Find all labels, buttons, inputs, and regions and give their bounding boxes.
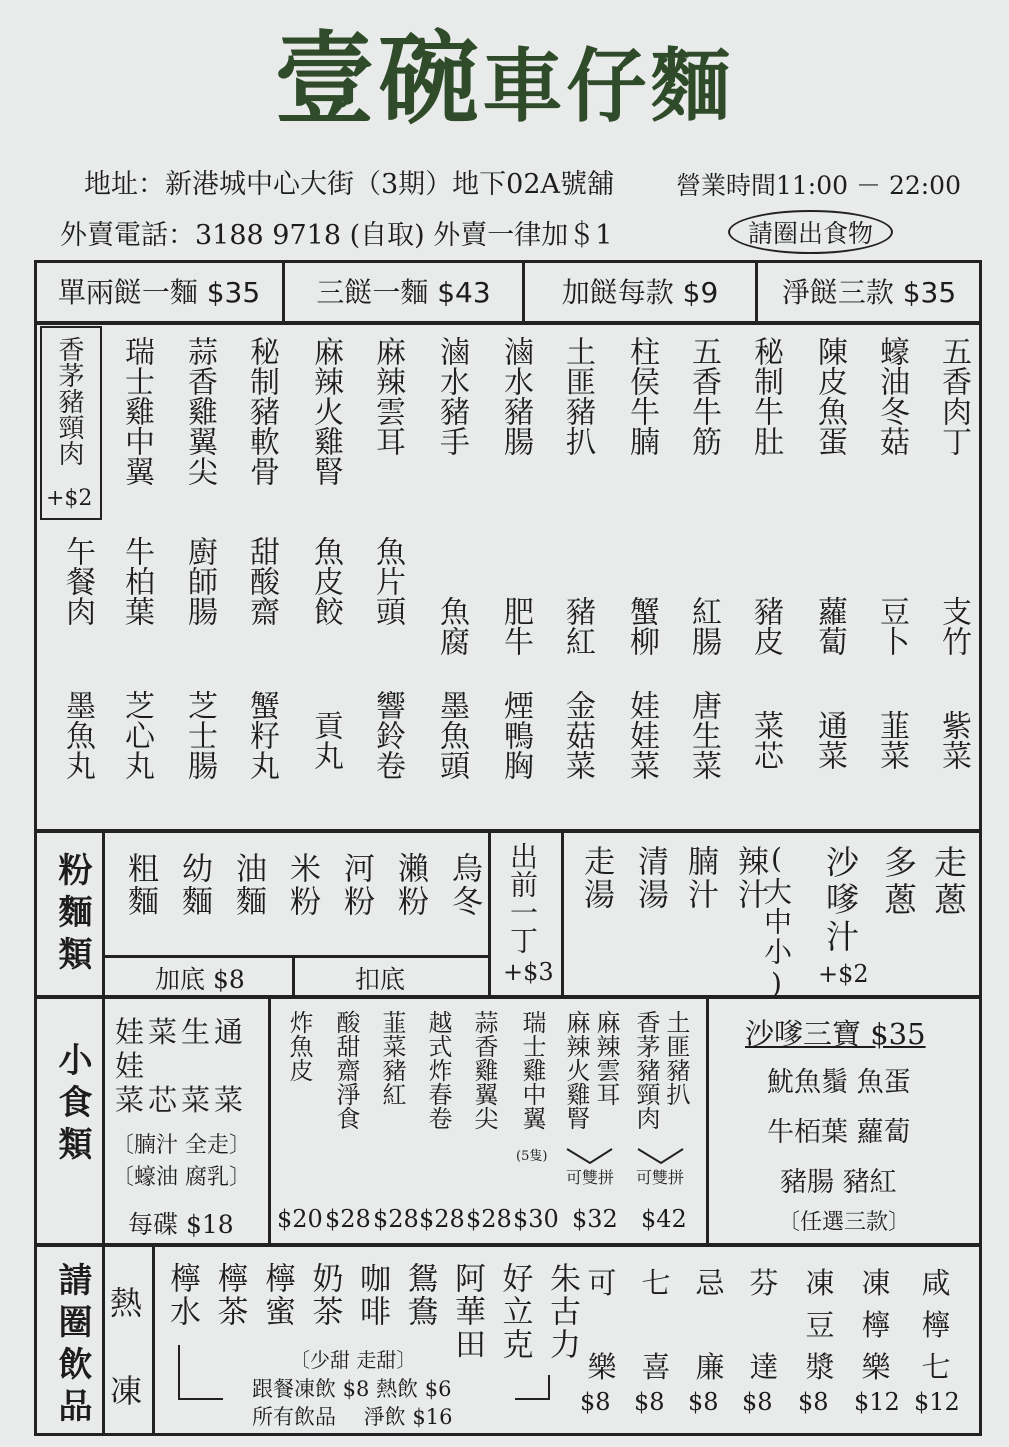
drink-item[interactable]: 奶茶 [306,1262,343,1328]
soup-option[interactable]: 走湯 [578,845,614,911]
snack-label: 小食類 [52,1042,92,1168]
double-note-1: 可雙拼 [566,1168,615,1187]
soup-option[interactable]: 腩汁 [682,845,718,911]
topping-item[interactable]: 肥牛 [498,596,533,656]
topping-item[interactable]: 魚皮餃 [308,536,343,626]
topping-item[interactable]: 滷水豬腸 [498,336,533,456]
noodle-less-base[interactable]: 扣底 [355,965,406,994]
snack-price: $28 [466,1205,512,1233]
noodle-type[interactable]: 米粉 [284,852,320,918]
snack-item[interactable]: 蒜香雞翼尖 [470,1010,498,1130]
topping-item[interactable]: 豬皮 [748,596,783,656]
double-bracket-1 [562,1145,617,1167]
satay-set-note: 〔任選三款〕 [778,1210,911,1235]
veg-sauce-1[interactable]: 〔腩汁 全走〕 [112,1133,251,1158]
drink-alone-price: 所有飲品 淨飲 $16 [252,1405,453,1429]
soft-drink[interactable]: 七 喜 [641,1266,671,1384]
soft-drink[interactable]: 芬 達 [749,1266,779,1384]
drink-item[interactable]: 咖啡 [354,1262,390,1328]
snack-price: $28 [419,1205,465,1233]
topping-item[interactable]: 廚師腸 [182,536,217,626]
snack-item[interactable]: 酸甜齋淨食 [332,1010,360,1130]
topping-item[interactable]: 牛柏葉 [119,536,154,626]
snack-price: $28 [373,1205,419,1233]
hot-label[interactable]: 熱 [110,1284,143,1322]
snack-price: $30 [513,1205,559,1233]
satay-set-item-1[interactable]: 魷魚鬚 魚蛋 [767,1067,911,1098]
noodle-type[interactable]: 幼麵 [176,852,212,918]
topping-item[interactable]: 香茅豬頸肉 [54,336,84,466]
drink-item[interactable]: 阿華田 [449,1262,485,1361]
topping-item[interactable]: 蠔油冬菇 [874,336,909,456]
veg-row-1[interactable]: 娃菜生通 娃 菜芯菜菜 [115,1015,248,1117]
topping-item[interactable]: 豆卜 [874,596,909,656]
topping-item[interactable]: 瑞士雞中翼 [119,336,154,486]
noodle-type[interactable]: 瀨粉 [392,852,428,918]
drink-item[interactable]: 檸水 [164,1262,200,1328]
snack-item[interactable]: 瑞士雞中翼 [518,1010,546,1130]
topping-item[interactable]: 五香牛筋 [686,336,721,456]
satay-set-item-2[interactable]: 牛栢葉 蘿蔔 [767,1117,911,1148]
drink-item[interactable]: 朱古力 [544,1262,580,1361]
premium-topping-price: +$2 [46,486,93,511]
snack-item[interactable]: 麻辣火雞腎 [562,1010,590,1130]
drink-item[interactable]: 鴛鴦 [401,1262,438,1328]
topping-item[interactable]: 蟹柳 [624,596,659,656]
shop-title [0,20,1009,147]
soft-drink[interactable]: 忌 廉 [695,1266,725,1384]
noodle-add-base[interactable]: 加底 $8 [155,965,245,994]
double-note-2: 可雙拼 [636,1168,685,1187]
topping-item[interactable]: 柱侯牛腩 [624,336,659,456]
noodle-type[interactable]: 油麵 [230,852,266,918]
topping-item[interactable]: 金菇菜 [560,690,595,780]
chuqian-price: +$3 [503,958,554,986]
add-topping: 加餸每款 $9 [561,276,719,309]
satay-set-title[interactable]: 沙嗲三寶 $35 [745,1017,926,1051]
address: 地址：新港城中心大街（3期）地下02A號舖 [84,169,615,200]
topping-item[interactable]: 土匪豬扒 [560,336,595,456]
soft-drink[interactable]: 凍 檸 樂 [861,1266,891,1384]
topping-item[interactable]: 秘制豬軟骨 [244,336,279,486]
topping-item[interactable]: 秘制牛肚 [748,336,783,456]
satay-sauce[interactable]: 沙嗲汁 [821,845,860,956]
topping-item[interactable]: 蘿蔔 [812,596,847,656]
sugar-note[interactable]: 〔少甜 走甜〕 [290,1348,417,1372]
circle-note: 請圈出食物 [728,210,893,254]
topping-item[interactable]: 午餐肉 [60,536,95,626]
topping-item[interactable]: 紫菜 [936,710,971,770]
snack-item[interactable]: 炸魚皮 [285,1010,313,1082]
topping-item[interactable]: 唐生菜 [686,690,721,780]
drink-item[interactable]: 檸蜜 [259,1262,295,1328]
topping-item[interactable]: 滷水豬手 [434,336,469,456]
combo-three-toppings: 三餸一麵 $43 [316,276,491,309]
snack-price: $28 [325,1205,371,1233]
topping-item[interactable]: 麻辣雲耳 [370,336,405,456]
topping-item[interactable]: 麻辣火雞腎 [308,336,343,486]
no-scallion[interactable]: 走蔥 [929,845,968,919]
veg-price: 每碟 $18 [128,1210,234,1239]
topping-item[interactable]: 豬紅 [560,596,595,656]
soft-drink-price: $8 [798,1388,829,1416]
snack-item[interactable]: 香茅豬頸肉 [632,1010,660,1130]
topping-item[interactable]: 墨魚丸 [60,690,95,780]
topping-item[interactable]: 支竹 [936,596,971,656]
soup-option[interactable]: 清湯 [632,845,668,911]
topping-item[interactable]: 魚腐 [434,596,469,656]
snack-item[interactable]: 土匪豬扒 [662,1010,690,1106]
snack-item[interactable]: 麻辣雲耳 [592,1010,620,1106]
soft-drink-price: $12 [914,1388,960,1416]
soft-drink-price: $8 [634,1388,665,1416]
wing-note: (5隻) [516,1149,548,1164]
double-bracket-2 [633,1145,688,1167]
drink-label: 請圈飲品 [52,1262,92,1430]
noodle-type[interactable]: 粗麵 [122,852,158,918]
topping-item[interactable]: 韮菜 [874,710,909,770]
satay-set-item-3[interactable]: 豬腸 豬紅 [780,1167,897,1198]
topping-item[interactable]: 陳皮魚蛋 [812,336,847,456]
more-scallion[interactable]: 多蔥 [879,845,918,919]
topping-item[interactable]: 芝心丸 [119,690,154,780]
topping-item[interactable]: 蟹籽丸 [244,690,279,780]
noodle-type[interactable]: 烏冬 [446,852,482,918]
combo-two-toppings: 單兩餸一麵 $35 [57,276,261,309]
soft-drink-price: $8 [580,1388,611,1416]
topping-item[interactable]: 響鈴卷 [370,690,405,780]
opening-hours: 營業時間11:00 － 22:00 [676,171,961,200]
soup-option[interactable]: 辣汁 [732,845,768,911]
noodle-type[interactable]: 河粉 [338,852,374,918]
soft-drink-price: $8 [742,1388,773,1416]
satay-price: +$2 [818,960,869,988]
soft-drink[interactable]: 凍 豆 漿 [805,1266,835,1384]
snack-item[interactable]: 越式炸春卷 [424,1010,452,1130]
noodle-chuqian-yiding[interactable]: 出前一丁 [506,842,539,954]
topping-item[interactable]: 娃娃菜 [624,690,659,780]
topping-item[interactable]: 紅腸 [686,596,721,656]
snack-item[interactable]: 韮菜豬紅 [378,1010,406,1106]
toppings-only: 淨餸三款 $35 [781,276,957,309]
drink-meal-price: 跟餐凍飲 $8 熱飲 $6 [252,1377,452,1401]
topping-item[interactable]: 五香肉丁 [936,336,971,456]
drink-item[interactable]: 檸茶 [211,1262,248,1328]
phone: 外賣電話：3188 9718 (自取) 外賣一律加＄1 [60,220,613,251]
snack-price: $42 [641,1205,687,1233]
topping-item[interactable]: 通菜 [812,710,847,770]
topping-item[interactable]: 菜芯 [748,710,783,770]
topping-item[interactable]: 甜酸齋 [244,536,279,626]
topping-item[interactable]: 煙鴨胸 [498,690,533,780]
topping-item[interactable]: 墨魚頭 [434,690,469,780]
shop-name-small: 車仔麵 [482,40,735,133]
soft-drink-price: $8 [688,1388,719,1416]
topping-item[interactable]: 貢丸 [308,710,343,770]
snack-price: $32 [572,1205,618,1233]
snack-price: $20 [277,1205,323,1233]
soft-drink-price: $12 [854,1388,900,1416]
topping-item[interactable]: 魚片頭 [370,536,405,626]
soft-drink[interactable]: 咸 檸 七 [921,1266,951,1384]
soft-drink[interactable]: 可 樂 [587,1266,617,1384]
noodle-label: 粉麵類 [52,852,92,978]
spice-levels[interactable]: (大中小) [760,842,793,1002]
topping-item[interactable]: 蒜香雞翼尖 [182,336,217,486]
shop-name-big: 壹碗 [274,21,483,138]
topping-item[interactable]: 芝士腸 [182,690,217,780]
cold-label[interactable]: 凍 [110,1372,143,1410]
drink-item[interactable]: 好立克 [496,1262,533,1361]
veg-sauce-2[interactable]: 〔蠔油 腐乳〕 [112,1165,251,1190]
